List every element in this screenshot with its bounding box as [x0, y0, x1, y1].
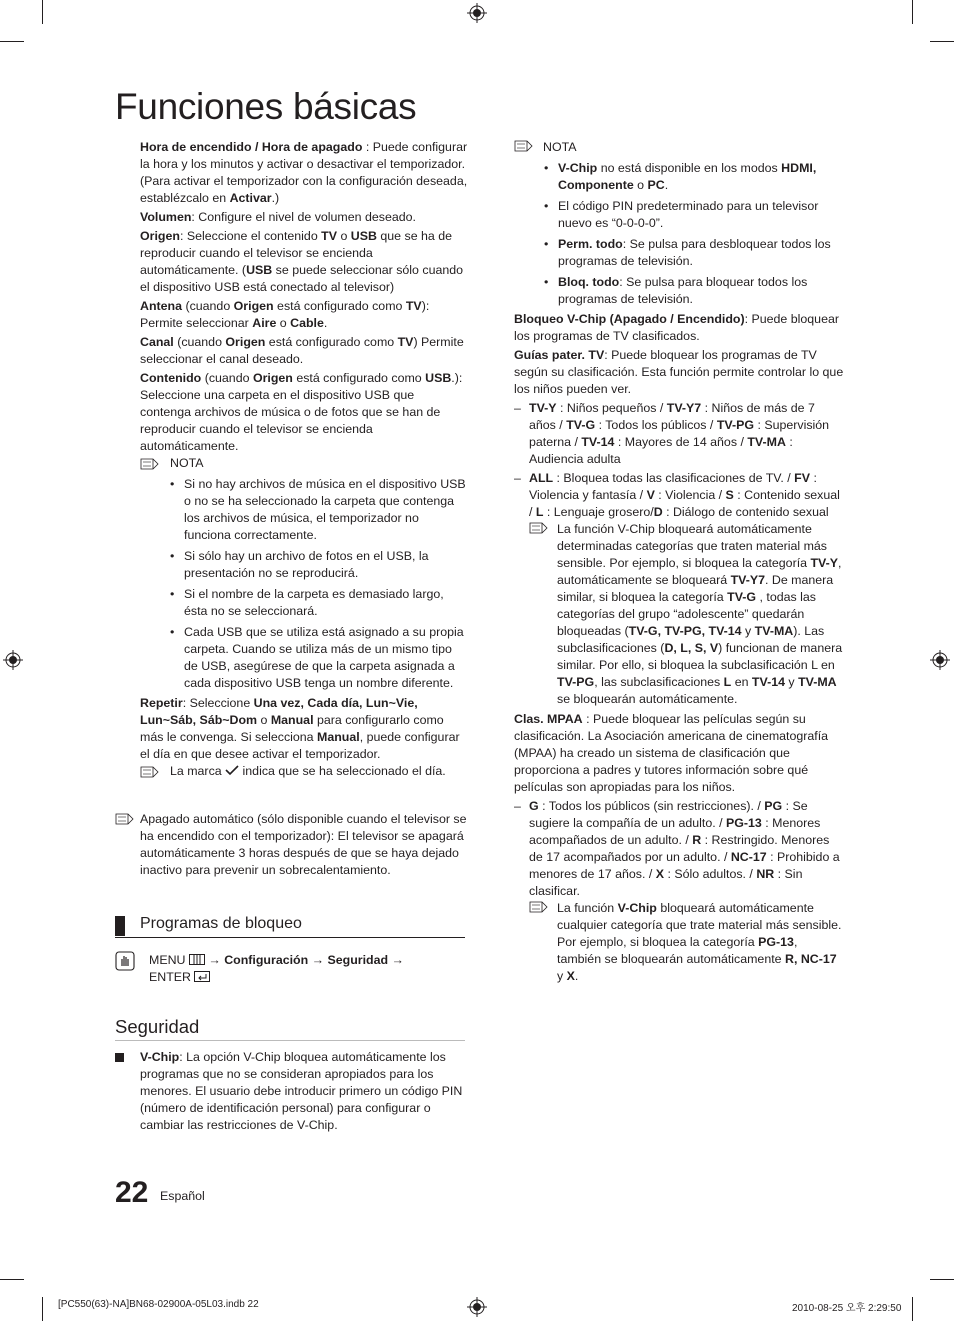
menu-key-icon: [189, 954, 205, 965]
crop-mark: [912, 0, 913, 24]
pencil-note-icon: [529, 900, 551, 914]
bloqueo-paragraph: Bloqueo V-Chip (Apagado / Encendido): Puede bloquear los programas de TV clasificados.: [514, 312, 839, 343]
nota-bullet: • Si sólo hay un archivo de fotos en el USB, la presentación no se reproducirá.: [140, 548, 468, 582]
vchip-tv-note: La función V-Chip bloqueará automáticamente determinadas categorías que traten material más sensible. Por ejemplo, si bloquea la categoría TV-Y, automáticamente se bloqueará TV-Y7. De manera similar, si bloquea la categoría TV-G , todas las categorías del grupo “adolescente” quedarán bloqueadas (TV-G, TV-PG, TV-14 y TV-MA). Las subclasificaciones (D, L, S, V) funcionan de manera similar. Por ello, si bloquea la subclasificación L en TV-PG, las subclasificaciones L en TV-14 y TV-MA se bloquearán automáticamente.: [514, 521, 844, 708]
crop-mark: [42, 1297, 43, 1321]
crop-mark: [912, 1297, 913, 1321]
right-column: [514, 139, 844, 985]
nota-heading: NOTA: [140, 455, 468, 472]
language-label: Español: [160, 1189, 205, 1203]
nota-bullet: • Si el nombre de la carpeta es demasiado largo, ésta no se seleccionará.: [140, 586, 468, 620]
nota-bullet: • Cada USB que se utiliza está asignado a su propia carpeta. Cuando se utiliza más de un mismo tipo de USB, asegúrese de que la carpeta asignada a cada dispositivo USB tenga un nombre diferente.: [140, 624, 468, 692]
origen-paragraph: Origen: Seleccione el contenido TV o USB que se ha de reproducir cuando el televisor se encienda automáticamente. (USB se puede seleccionar sólo cuando el dispositivo USB está conectado al televisor): [140, 229, 464, 294]
nota-heading: NOTA: [543, 140, 577, 154]
antena-paragraph: Antena (cuando Origen está configurado como TV): Permite seleccionar Aire o Cable.: [140, 299, 430, 330]
volumen-paragraph: Volumen: Configure el nivel de volumen deseado.: [140, 210, 416, 224]
repetir-paragraph: Repetir: Seleccione Una vez, Cada día, Lun~Vie, Lun~Sáb, Sáb~Dom o Manual para configurarlo como más le convenga. Si selecciona Manual, puede configurar el día en que desee activar el temporizador.: [140, 696, 460, 761]
seguridad-heading: Seguridad: [115, 1016, 465, 1041]
apagado-note: Apagado automático (sólo disponible cuando el televisor se ha encendido con el temporizador): El televisor se apagará automáticamente 3 horas después de que se haya dejado inactivo para prevenir un sobrecalentamiento.: [140, 812, 467, 877]
file-info: [PC550(63)-NA]BN68-02900A-05L03.indb 22: [58, 1299, 259, 1310]
crop-mark: [930, 41, 954, 42]
left-column: [140, 139, 468, 788]
nota-bullet: • V-Chip no está disponible en los modos HDMI, Componente o PC.: [514, 160, 844, 194]
canal-paragraph: Canal (cuando Origen está configurado como TV) Permite seleccionar el canal deseado.: [140, 335, 464, 366]
contenido-paragraph: Contenido (cuando Origen está configurado como USB.): Seleccione una carpeta en el dispositivo USB que contenga archivos de música o de fotos que se han de reproducir cuando el televisor se encienda automáticamente.: [140, 371, 463, 453]
crop-mark: [42, 0, 43, 24]
marca-note: La marca indica que se ha seleccionado el día.: [140, 763, 468, 780]
print-timestamp: 2010-08-25 오후 2:29:50: [792, 1303, 902, 1314]
hora-paragraph: Hora de encendido / Hora de apagado : Puede configurar la hora y los minutos y activar o desactivar el temporizador. (Para activar el temporizador con la configuración deseada, establézcalo en Activar.): [140, 140, 468, 205]
section-marker: [115, 916, 125, 936]
pencil-note-icon: [529, 521, 551, 535]
nota-bullet: • Perm. todo: Se pulsa para desbloquear todos los programas de televisión.: [514, 236, 844, 270]
crop-mark: [0, 41, 24, 42]
registration-mark-icon: [467, 1297, 487, 1317]
pencil-note-icon: [140, 765, 162, 779]
registration-mark-icon: [3, 650, 23, 670]
guias-paragraph: Guías pater. TV: Puede bloquear los programas de TV según su clasificación. Esta función permite controlar lo que los niños pueden ver.: [514, 348, 844, 396]
checkmark-icon: [225, 765, 239, 776]
nota-bullet: • Si no hay archivos de música en el dispositivo USB o no se ha seleccionado la carpeta que contenga los archivos de música, el temporizador no funciona correctamente.: [140, 476, 468, 544]
section-header-programas: [115, 914, 465, 938]
mpaa-ratings-item: – G : Todos los públicos (sin restricciones). / PG : Se sugiere la compañía de un adulto. / PG-13 : Menores acompañados de un adulto. / R : Restringido. Menores de 17 acompañados por un adulto. / NC-17 : Prohibido a menores de 17 años. / X : Sólo adultos. / NR : Sin clasificar.: [514, 798, 844, 900]
nota-bullet: • El código PIN predeterminado para un televisor nuevo es “0-0-0-0”.: [514, 198, 844, 232]
mpaa-paragraph: Clas. MPAA : Puede bloquear las películas según su clasificación. La Asociación americana de cinematografía (MPAA) ha creado un sistema de clasificación que proporciona a padres y tutores información sobre qué películas son apropiadas para los niños.: [514, 712, 829, 794]
square-bullet: [115, 1053, 124, 1062]
pencil-note-icon: [115, 812, 137, 826]
remote-hand-icon: [115, 951, 135, 971]
vchip-paragraph: V-Chip: La opción V-Chip bloquea automáticamente los programas que no se consideran apropiados para los menores. El usuario debe introducir primero un código PIN (número de identificación personal) para configurar o cambiar las restricciones de V-Chip.: [115, 1049, 467, 1134]
tv-subratings-item: – ALL : Bloquea todas las clasificaciones de TV. / FV : Violencia y fantasía / V : Violencia / S : Contenido sexual / L : Lenguaje grosero/D : Diálogo de contenido sexual: [514, 470, 844, 521]
page-number: 22: [115, 1176, 149, 1209]
enter-key-icon: [194, 971, 210, 982]
vchip-mpaa-note: La función V-Chip bloqueará automáticamente cualquier categoría que trate material más sensible. Por ejemplo, si bloquea la categoría PG-13, también se bloquearán automáticamente R, NC-17 y X.: [514, 900, 844, 985]
menu-path: MENU → Configuración → Seguridad → ENTER: [115, 951, 404, 986]
crop-mark: [0, 1279, 24, 1280]
section-title: Programas de bloqueo: [140, 915, 302, 932]
tv-ratings-item: – TV-Y : Niños pequeños / TV-Y7 : Niños de más de 7 años / TV-G : Todos los públicos / TV-PG : Supervisión paterna / TV-14 : Mayores de 14 años / TV-MA : Audiencia adulta: [514, 400, 844, 468]
page-title: Funciones básicas: [115, 86, 417, 127]
nota-bullet: • Bloq. todo: Se pulsa para bloquear todos los programas de televisión.: [514, 274, 844, 308]
registration-mark-icon: [930, 650, 950, 670]
registration-mark-icon: [467, 3, 487, 23]
crop-mark: [930, 1279, 954, 1280]
pencil-note-icon: [140, 457, 162, 471]
